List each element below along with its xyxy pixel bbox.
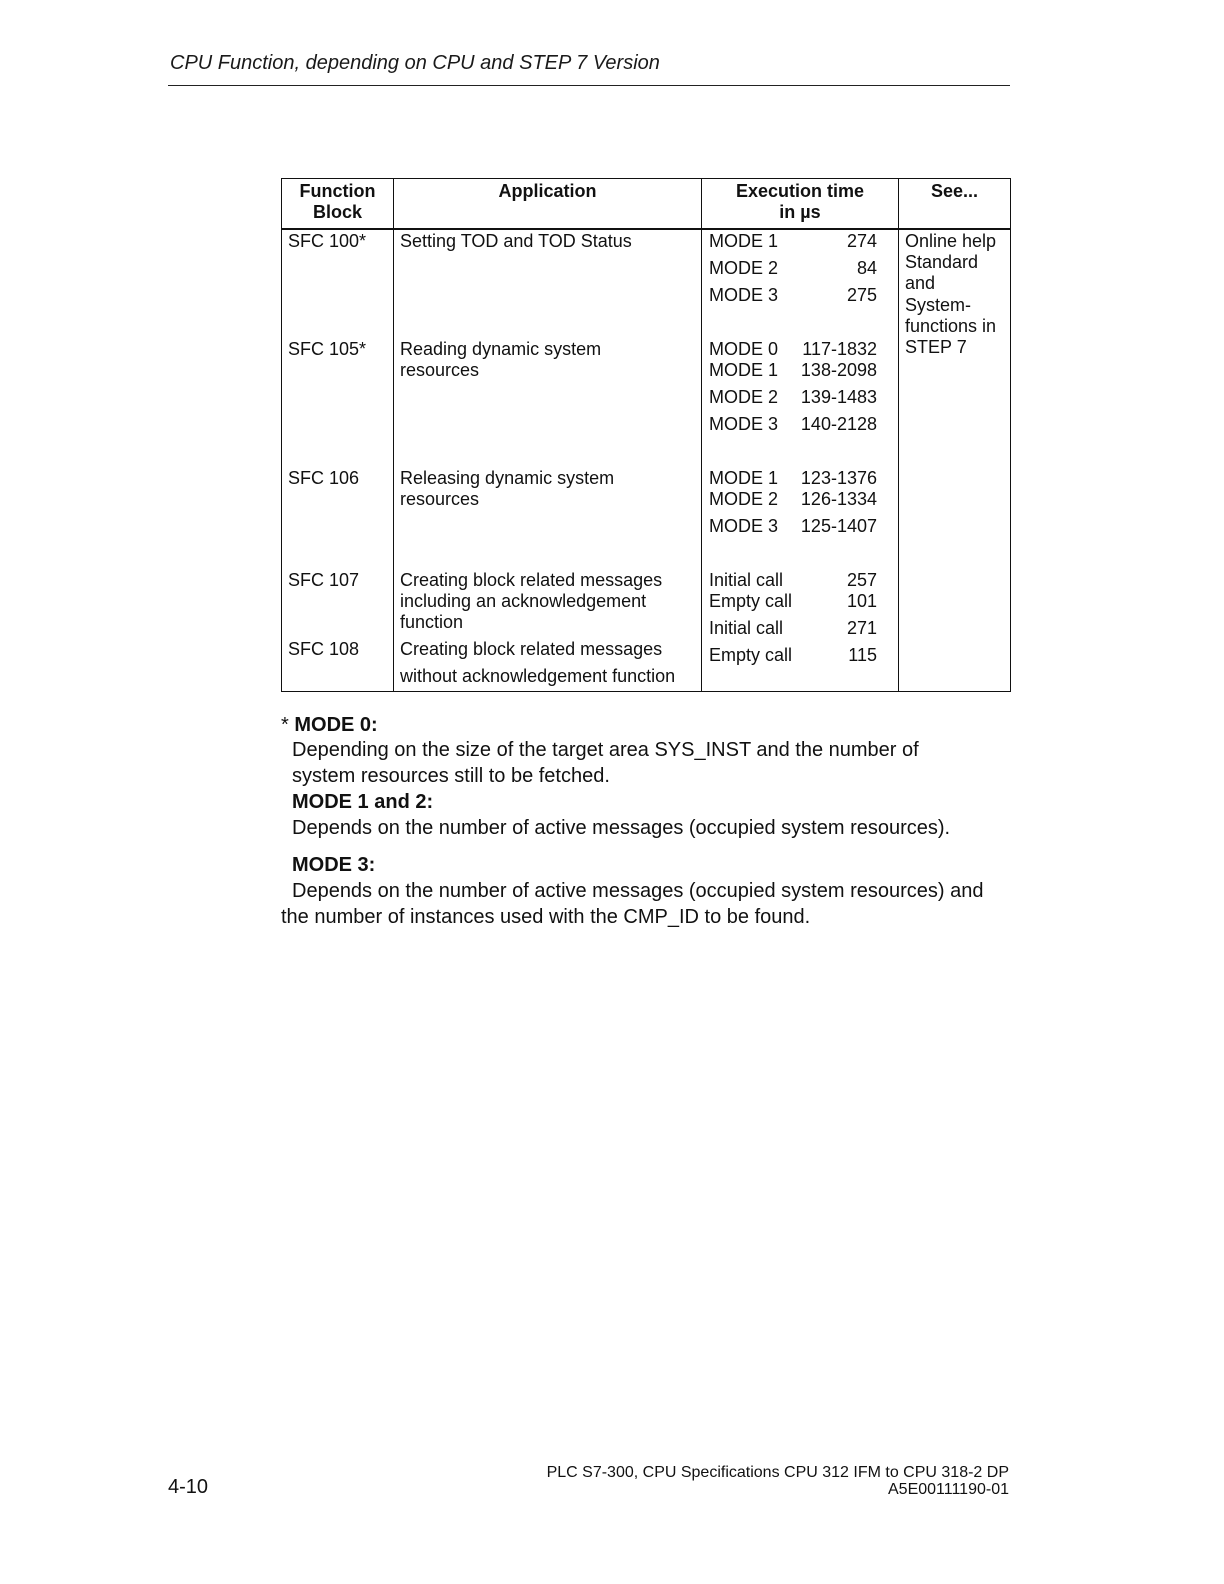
note-text: system resources still to be fetched. (292, 765, 610, 787)
application-text: resources (400, 360, 480, 380)
application-text: Creating block related messages (400, 570, 663, 590)
application-text: including an acknowledgement (400, 591, 647, 611)
mode-label: MODE 2 (709, 489, 779, 509)
mode-label: MODE 2 (709, 258, 779, 278)
running-header: CPU Function, depending on CPU and STEP 7 Version (170, 52, 660, 74)
column-header-execution-time (702, 181, 898, 223)
execution-value: 115 (848, 645, 877, 665)
execution-value: 274 (846, 231, 877, 251)
mode-label: MODE 2 (709, 387, 779, 407)
application-text: Creating block related messages (400, 639, 663, 659)
mode-label: MODE 3 (709, 516, 779, 536)
column-header-text: Execution time (735, 181, 865, 201)
note-text: Depends on the number of active messages (occupied system resources). (292, 817, 951, 839)
execution-value: 125-1407 (800, 516, 877, 536)
application-text: Setting TOD and TOD Status (400, 231, 632, 251)
mode-label: Initial call (709, 618, 784, 638)
execution-value: 101 (846, 591, 877, 611)
table-header-rule (281, 228, 1011, 230)
note-mode12-heading (292, 790, 433, 814)
mode-label: Empty call (709, 591, 793, 611)
column-header-function-block (282, 181, 393, 223)
function-block-table (281, 178, 1011, 692)
note-mode3-heading (292, 853, 375, 877)
execution-value: 140-2128 (800, 414, 877, 434)
note-text: the number of instances used with the CMP_ID to be found. (281, 906, 811, 928)
execution-value: 257 (846, 570, 877, 590)
application-text: resources (400, 489, 480, 509)
note-text: Depends on the number of active messages (occupied system resources) and (292, 880, 984, 902)
mode-label: MODE 3 (709, 285, 779, 305)
application-text: function (400, 612, 464, 632)
column-divider (393, 178, 394, 692)
column-header-text: Block (312, 202, 363, 222)
column-header-text: Application (498, 181, 597, 201)
note-heading: MODE 1 and 2: (292, 791, 434, 813)
block-name: SFC 105* (288, 339, 367, 359)
column-header-application (394, 181, 701, 202)
mode-label: MODE 1 (709, 468, 779, 488)
block-name: SFC 106 (288, 468, 360, 488)
column-divider (701, 178, 702, 692)
column-header-text: in µs (779, 202, 821, 222)
mode-label: MODE 1 (709, 231, 779, 251)
column-header-text: Function (299, 181, 376, 201)
block-name: SFC 108 (288, 639, 360, 659)
application-text: without acknowledgement function (400, 666, 676, 686)
execution-value: 138-2098 (800, 360, 877, 380)
footer-title: PLC S7-300, CPU Specifications CPU 312 IFM to CPU 318-2 DP (546, 1464, 1009, 1481)
application-text: Releasing dynamic system (400, 468, 615, 488)
execution-value: 271 (846, 618, 877, 638)
note-heading: MODE 0: (294, 714, 378, 736)
note-mode0-heading (281, 713, 378, 737)
block-name: SFC 107 (288, 570, 360, 590)
asterisk-marker: * (281, 714, 289, 736)
execution-value: 126-1334 (800, 489, 877, 509)
note-text: Depending on the size of the target area SYS_INST and the number of (292, 739, 919, 761)
column-header-see (899, 181, 1010, 202)
execution-value: 123-1376 (800, 468, 877, 488)
header-divider (168, 85, 1010, 86)
execution-value: 117-1832 (802, 339, 877, 359)
block-name: SFC 100* (288, 231, 367, 251)
execution-value: 84 (856, 258, 877, 278)
mode-label: MODE 0 (709, 339, 779, 359)
mode-label: Initial call (709, 570, 784, 590)
footer-document-code: A5E00111190-01 (888, 1481, 1009, 1498)
column-header-text: See... (930, 181, 979, 201)
mode-label: Empty call (709, 645, 793, 665)
execution-value: 139-1483 (800, 387, 877, 407)
note-heading: MODE 3: (292, 854, 376, 876)
mode-label: MODE 1 (709, 360, 779, 380)
application-text: Reading dynamic system (400, 339, 602, 359)
execution-value: 275 (846, 285, 877, 305)
mode-label: MODE 3 (709, 414, 779, 434)
page-number: 4-10 (168, 1476, 209, 1498)
see-reference: Online help Standard and System-functions in STEP 7 (905, 231, 997, 358)
column-divider (898, 178, 899, 692)
